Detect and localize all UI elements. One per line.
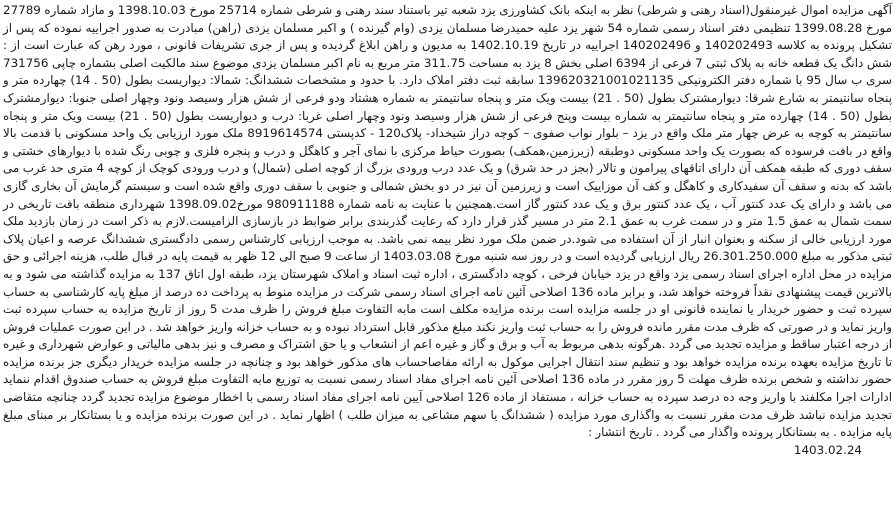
publish-date: 1403.02.24 (793, 442, 862, 457)
notice-body-text: آگهی مزایده اموال غیرمنقول(اسناد رهنی و شرطی) نظر به اینکه بانک کشاورزی یزد شعبه تیر باستناد سند رهنی و شرطی شماره 25714 مورخ 1398.10.03 و مازاد شماره 27789 مورخ 1399.08.28 تنظیمی دفتر اسناد رسمی شماره 54 شهر یزد علیه حمیدرضا مسلمان یزدی (وام گیرنده ) و اکبر مسلمان یزدی (راهن) مبادرت به صدور اجراییه نموده که پس از تشکیل پرونده به کلاسه 140202493 و 140202496 اجراییه در تاریخ 1402.10.19 به مدیون و راهن ابلاغ گردیده و پس از جری تشریفات قانونی ، مورد رهن که عبارت است از : شش دانگ یک قطعه خانه به پلاک ثبتی 7 فرعی از 6394 اصلی بخش 8 یزد به مساحت 311.75 متر مربع به نام اکبر مسلمان یزدی موضوع سند مالکیت اصلی بشماره چاپی 731756 سری ب سال 95 با شماره دفتر الکترونیکی 139620321001021135 سابقه ثبت دفتر املاک دارد. با حدود و مشخصات ششدانگ: شمالا: دیواریست بطول (50 . 14) چهارده متر و پنجاه سانتیمتر به شارع شرقا: دیوارمشترک بطول (50 . 21) بیست ویک متر و پنجاه سانتیمتر به شماره هشتاد ودو فرعی از شش هزار وسیصد ونود وچهار اصلی جنوبا: دیوارمشترک بطول (50 . 14) چهارده متر و پنجاه سانتیمتر به شماره بیست وپنج فرعی از شش هزار وسیصد ونود وچهار اصلی غربا: درب و دیواریست بطول (50 . 21) بیست ویک متر و پنجاه سانتیمتر به کوچه به عرض چهار متر ملک واقع در یزد – بلوار نواب صفوی – کوچه دراز شیخداد- پلاک120 - کدپستی 8919614574 ملک مورد ارزیابی یک واحد مسکونی با قدمت بالا واقع در بافت فرسوده که بصورت یک واحد مسکونی دوطبقه (زیرزمین،همکف) بصورت حیاط مرکزی با نمای آجر و کاهگل و درب و پنجره فلزی و چوبی رنگ شده با دیوارهای خشتی و سقف دوری که طبقه همکف آن دارای اتاقهای پیرامون و تالار (بجز در حد شرق) و یک عدد درب ورودی بزرگ از کوچه اصلی (شمال) و درب ورودی کوچک از کوچه 4 متری حد غرب می باشد که بدنه و سقف آن سفیدکاری و کاهگل و کف آن موزاییک است و زیرزمین آن نیز در دو بخش شمالی و جنوبی با سقف دوری واقع شده است و سیستم گرمایش آن بخاری گازی می باشد و دارای یک عدد کنتور آب ، یک عدد کنتور برق و یک عدد کنتور گاز است.همچنین با عنایت به نامه شماره 980911188 مورخ1398.09.02 شهرداری منطقه بافت تاریخی در سمت شمال به عمق 1.5 متر و در سمت غرب به عمق 2.1 متر در مسیر گذر قرار دارد که رعایت گذربندی برابر ضوابط در بازسازی الزامیست.لازم به ذکر است در زمان بازدید ملک مورد ارزیابی خالی از سکنه و بعنوان انبار از آن استفاده می شود.در ضمن ملک مورد نظر بیمه نمی باشد. به موجب ارزیابی کارشناس رسمی دادگستری ششدانگ عرصه و اعیان پلاک ثبتی مذکور به مبلغ 26.301.250.000 ریال ارزیابی گردیده است و در روز سه شنبه مورخ 1403.03.08 از ساعت 9 صبح الی 12 ظهر به قیمت پایه در قبال طلب، هزینه اجرائی و حق مزایده در محل اداره اجرای اسناد رسمی یزد واقع در یزد خیابان فرخی ، کوچه دادگستری ، اداره ثبت اسناد و املاک شهرستان یزد، طبقه اول اتاق 137 به مزایده گذاشته می شود و به بالاترین قیمت پیشنهادی نقداً فروخته خواهد شد، و برابر ماده 136 اصلاحی آئین نامه اجرای اسناد رسمی شرکت در مزایده منوط به پرداخت ده درصد از مبلغ پایه کارشناسی به حساب سپرده ثبت و حضور خریدار یا نماینده قانونی او در جلسه مزایده است برنده مزایده مکلف است مابه التفاوت مبلغ فروش را ظرف مدت 5 روز از تاریخ مزایده به حساب سپرده ثبت واریز نماید و در صورتی که ظرف مدت مقرر مانده فروش را به حساب ثبت واریز نکند مبلغ مذکور قابل استرداد نبوده و به حساب خزانه واریز خواهد شد . در این صورت عملیات فروش از درجه اعتبار ساقط و مزایده تجدید می گردد .هرگونه بدهی مربوط به آب و برق و گاز و غیره اعم از انشعاب و یا حق اشتراک و مصرف و نیز بدهی مالیاتی و عوارض شهرداری و غیره تا تاریخ مزایده بعهده برنده مزایده خواهد بود و تنظیم سند انتقال اجرایی موکول به ارائه مفاصاحساب های مذکور خواهد بود و چنانچه در جلسه مزایده خریدار دیگری جز برنده مزایده حضور نداشته و شخص برنده ظرف مهلت 5 روز مقرر در ماده 136 اصلاحی آئین نامه اجرای مفاد اسناد رسمی نسبت به توزیع مابه التفاوت مبلغ فروش به حساب صندوق اقدام ننماید ادارات اجرا مکلفند با واریز وجه ده درصد سپرده به حساب خزانه ، مستفاد از ماده 126 اصلاحی آیین نامه اجرای مفاد اسناد رسمی با اخطار موضوع مزایده تجدید گردد چنانچه متقاضی تجدید مزایده نباشد ظرف مدت مقرر نسبت به واگذاری مورد مزایده ( ششدانگ یا سهم مشاعی به میزان طلب ) اظهار نماید . در این صورت برنده مزایده و یا بستانکار بر مبنای مبلغ پایه مزایده . به بستانکار پرونده واگذار می گردد . تاریخ انتشار : (3, 3, 893, 440)
